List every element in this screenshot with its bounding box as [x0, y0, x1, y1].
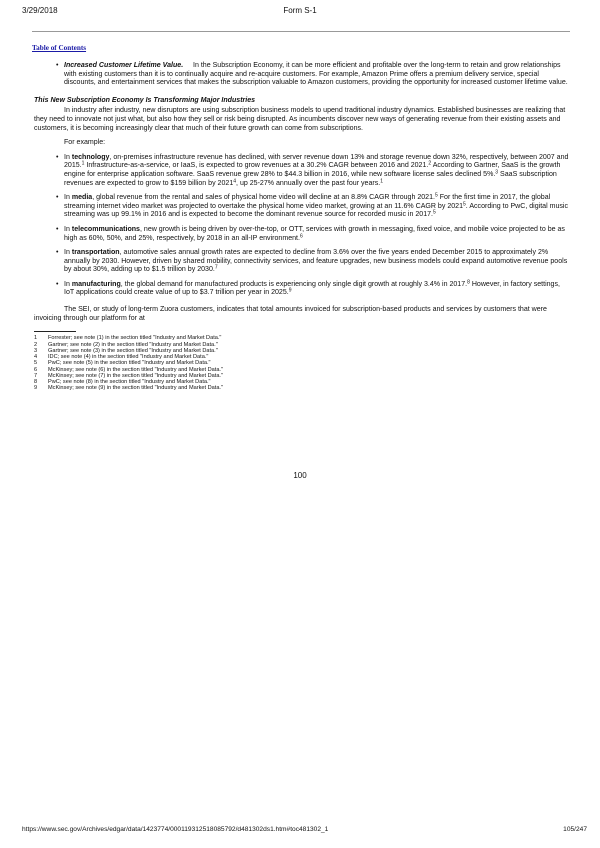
for-example-label: For example:: [64, 139, 106, 147]
bullet-icon: •: [56, 62, 59, 69]
bullet-text-segment: , new growth is being driven by over-the-top, or OTT, services with growth in messaging, fixed voice, and mobile voice projected to be as high as 60%, 50%, and 25%, respectively, by 2018 in an all-IP environment.: [64, 225, 565, 242]
industry-keyword: telecommunications: [71, 225, 140, 233]
footnote-number: 3: [34, 347, 38, 354]
table-of-contents-link[interactable]: Table of Contents: [32, 44, 87, 52]
bullet-text-segment: SaaS subscription revenues are expected to grow to $159 billion by 2021: [64, 170, 557, 187]
bullet-text-segment: , on-premises infrastructure revenue has declined, with server revenue down 13% and storage revenue down 32%, respectively, between 2007 and 2015.: [64, 153, 569, 170]
footnote-number: 9: [34, 385, 38, 392]
footnote-reference: 1: [81, 160, 85, 167]
sei-paragraph: The SEI, or study of long-term Zuora customers, indicates that total amounts invoiced for subscription-based products and services by customers that were invoicing through our platform for at: [34, 306, 547, 322]
bullet-text-segment: , automotive sales annual growth rates are expected to decline from 3.6% over the five years ended December 2015 to approximately 2% annually by 2030. However, driven by shared mobility, connectivity services, and feature upgrades, new business models could expand automotive revenue pools by about 30%, adding up to $1.5 trillion by 2030.: [64, 249, 568, 274]
bullet-icon: •: [56, 153, 59, 161]
footnote-text: IDC; see note (4) in the section titled "Industry and Market Data.": [48, 354, 209, 360]
bullet-text-segment: , global revenue from the rental and sales of physical home video will decline at an 8.8% CAGR through 2021.: [92, 194, 435, 202]
footnote-reference: 5: [463, 201, 466, 208]
industry-bullet-telecommunications: [34, 226, 570, 243]
bullet-icon: •: [56, 225, 59, 233]
bullet-text-segment: , the global demand for manufactured products is experiencing only single digit growth at roughly 3.4% in 2017.: [120, 280, 468, 288]
footnote-item: [34, 385, 570, 391]
page-header-date: 3/29/2018: [22, 6, 58, 15]
footnote-text: Gartner; see note (3) in the section titled "Industry and Market Data.": [48, 347, 218, 354]
footnote-number: 6: [34, 366, 38, 373]
footnote-list: [34, 335, 570, 391]
footnote-reference: 7: [214, 264, 218, 271]
industry-bullet-media: [34, 194, 570, 220]
footnote-number: 2: [34, 341, 38, 348]
industry-bullet-list: [34, 154, 570, 298]
bullet-icon: •: [56, 280, 59, 288]
bullet-prefix: In: [64, 280, 72, 288]
footnote-text: McKinsey; see note (7) in the section titled "Industry and Market Data.": [48, 372, 223, 379]
footnote-number: 7: [34, 372, 38, 379]
footnote-number: 8: [34, 379, 38, 385]
section-paragraph: In industry after industry, new disruptors are using subscription business models to upend traditional industry dynamics. Established businesses are realizing that they need to innovate not just what, but also how they sell or risk being disrupted. As incumbents discover new ways of generating revenue from their existing assets and customers, it is becoming increasingly clear that much of their future growth can come from subscriptions.: [34, 107, 566, 132]
industry-keyword: transportation: [71, 249, 120, 257]
footnote-divider: [34, 331, 76, 332]
footnote-reference: 5: [433, 209, 436, 216]
bullet-text-segment: Infrastructure-as-a-service, or IaaS, is expected to grow revenues at a 30.2% CAGR between 2016 and 2021.: [84, 162, 429, 170]
bullet-icon: •: [56, 194, 59, 202]
industry-bullet-manufacturing: [34, 281, 570, 298]
page-header-title: Form S-1: [283, 6, 317, 15]
bullet-text-segment: For the first time in 2017, the global streaming internet video market was projected to overtake the physical home video market, growing at an 11.6% CAGR by 2021: [64, 194, 551, 210]
bullet-prefix: In: [64, 194, 72, 202]
footnote-text: Gartner; see note (2) in the section titled "Industry and Market Data.": [48, 341, 218, 348]
footnote-number: 4: [34, 354, 38, 360]
industry-bullet-technology: [34, 154, 570, 188]
footnote-text: PwC; see note (8) in the section titled "Industry and Market Data.": [48, 379, 211, 385]
bullet-lead: Increased Customer Lifetime Value.: [64, 62, 184, 69]
footnote-reference: 2: [428, 160, 432, 167]
footnote-number: 1: [34, 335, 38, 342]
section-heading: This New Subscription Economy Is Transforming Major Industries: [34, 96, 256, 104]
footnote-text: PwC; see note (5) in the section titled "Industry and Market Data.": [48, 360, 211, 367]
industry-keyword: technology: [71, 153, 110, 161]
bullet-icon: •: [56, 249, 59, 257]
bullet-text-segment: However, in factory settings, IoT applications could create value of up to $3.7 trillion per year in 2025.: [64, 280, 560, 297]
footnote-text: McKinsey; see note (9) in the section titled "Industry and Market Data.": [48, 385, 223, 392]
footnote-reference: 1: [380, 178, 383, 185]
bullet-text-segment: . According to PwC, digital music streaming was up 99.1% in 2016 and is expected to become the dominant revenue source for recorded music in 2017.: [64, 202, 569, 219]
footnote-reference: 5: [434, 192, 438, 199]
header-divider: [32, 31, 570, 32]
footnote-text: McKinsey; see note (6) in the section titled "Industry and Market Data.": [48, 366, 223, 373]
bullet-prefix: In: [64, 249, 72, 257]
bullet-customer-lifetime-value: [34, 62, 570, 88]
industry-bullet-transportation: [34, 249, 570, 275]
footnote-reference: 6: [299, 233, 303, 239]
footer-page-count: 105/247: [563, 826, 587, 833]
industry-keyword: media: [71, 194, 93, 202]
footnote-reference: 3: [495, 169, 499, 176]
footnote-reference: 9: [288, 287, 292, 294]
footnote-reference: 4: [233, 178, 237, 185]
document-body: [34, 62, 570, 392]
footnote-reference: 8: [467, 279, 470, 286]
bullet-text-segment: According to Gartner, SaaS is the growth engine for enterprise application software. SaaS revenue grew 28% to $44.3 billion in 2016, while new software license sales declined 5%.: [64, 162, 561, 178]
footnote-text: Forrester; see note (1) in the section titled "Industry and Market Data.": [48, 335, 222, 342]
bullet-text: In the Subscription Economy, it can be more efficient and profitable over the long-term to retain and grow relationships with existing customers than it is to continually acquire and re-acquire customers. For example, Amazon Prime offers a premium delivery service, special discounts, and entertainment services that makes the subscription valuable to Amazon customers, providing the opportunity for increased customer lifetime value.: [64, 62, 568, 87]
bullet-prefix: In: [64, 153, 72, 161]
footnote-number: 5: [34, 360, 38, 367]
page-number: 100: [293, 471, 307, 480]
footer-url: https://www.sec.gov/Archives/edgar/data/1423774/000119312518085792/d481302ds1.htm#toc481302_1: [22, 826, 329, 833]
bullet-prefix: In: [64, 225, 72, 233]
industry-keyword: manufacturing: [71, 280, 121, 288]
bullet-text-segment: , up 25-27% annually over the past four years.: [236, 179, 381, 187]
